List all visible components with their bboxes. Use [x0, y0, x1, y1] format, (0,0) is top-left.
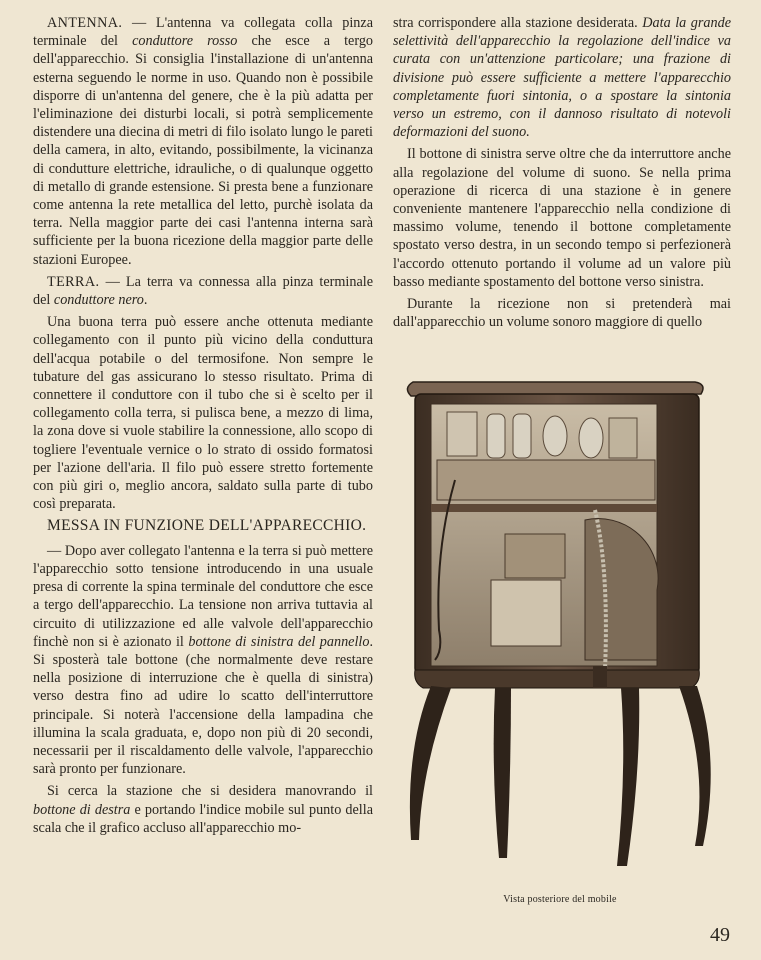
terra-text-a: — La terra va connessa alla pinza terminale del — [33, 273, 373, 309]
selectivity-paragraph — [393, 14, 731, 141]
tuning-text-b: e portando l'indice mobile sul punto della scala che il grafico accluso all'apparecchio mo- — [33, 801, 373, 836]
reception-paragraph: Durante la ricezione non si pretenderà mai dall'apparecchio un volume sonoro maggiore di quello — [393, 296, 731, 331]
setup-text-b: . Si sposterà tale bottone (che normalmente deve restare nella posizione di interruzione che è quella di sinistra) verso destra fino ad udire lo scatto dell'interruttore principale. Si noterà l'accensione della lampadina che illumina la scala graduata, e, dopo non più di 20 secondi, necessarii per il riscaldamento delle valvole, l'apparecchio sarà pronto per funzionare. — [33, 633, 373, 778]
right-column — [393, 14, 731, 331]
setup-paragraph — [33, 542, 373, 779]
page-number: 49 — [710, 924, 730, 946]
antenna-text-a: — L'antenna va collegata colla pinza terminale del — [33, 15, 373, 50]
setup-text-a: — Dopo aver collegato l'antenna e la terra si può mettere l'apparecchio sotto tensione introducendo in una usuale presa di corrente la spina terminale del conduttore che esce a tergo dell'apparecchio. La tensione non arriva tuttavia al circuito di utilizzazione ed alle valvole dell'apparecchio finchè non si è azionato il — [33, 542, 373, 650]
volume-paragraph: Il bottone di sinistra serve oltre che da interruttore anche alla regolazione del volume di suono. Se nella prima operazione di ricerca di una stazione è in genere conveniente mantenere l'apparecchio nella condizione di massimo volume, tenendo il bottone completamente spostato verso destra, in un secondo tempo si perfezionerà l'accordo ottenuto portando il volume ad un valore più basso mediante spostamento del bottone verso sinistra. — [393, 146, 731, 290]
tuning-paragraph — [33, 782, 373, 837]
tuning-text-a: Si cerca la stazione che si desidera manovrando il — [47, 783, 373, 800]
left-column — [33, 14, 373, 837]
antenna-text-b: che esce a tergo dell'apparecchio. Si consiglia l'installazione di un'antenna esterna seguendo le norme in uso. Quando non è possibile disporre di un'antenna del genere, che è la più adatta per l'eliminazione dei disturbi locali, si potrà semplicemente distendere una diecina di metri di filo isolato lungo le pareti della camera, in alto, evitando, possibilmente, la vicinanza di condutture elettriche, idrauliche, o di qualunque oggetto di metallo di grande estensione. Si presta bene a funzionare come antenna la rete metallica del letto, purchè isolata da terra. Nella maggior parte dei casi l'antenna interna sarà sufficiente per la buona ricezione della maggior parte delle stazioni Europee. — [33, 33, 374, 268]
radio-cabinet-photo — [395, 370, 725, 890]
selectivity-text: stra corrispondere alla stazione desiderata. — [393, 15, 643, 31]
antenna-heading: ANTENNA. — [47, 15, 123, 31]
terra-paragraph — [33, 273, 373, 309]
figure-caption: Vista posteriore del mobile — [503, 894, 617, 905]
ground-paragraph: Una buona terra può essere anche ottenuta mediante collegamento con il punto più vicino della conduttura dell'acqua potabile o del termosifone. Non sempre le tubature del gas assicurano lo stesso risultato. Prima di connettere il conduttore con il tubo che si è scelto per il collegamento colla terra, si pulisca bene, a mezzo di lima, la zona dove si vuole stabilire la connessione, allo scopo di togliere l'eventuale vernice o lo strato di ossido formatosi per l'azione dell'aria. Il filo può essere stretto fortemente con più giri o, meglio ancora, saldato sulla parte di tubo così preparata. — [33, 314, 373, 513]
section-heading: MESSA IN FUNZIONE DELL'APPARECCHIO. — [47, 517, 367, 535]
setup-emphasis: bottone di sinistra del pannello — [188, 633, 370, 650]
selectivity-emphasis: Data la grande selettività dell'apparecchio la regolazione dell'indice va curata con un'attenzione particolare; una frazione di divisione può essere sufficiente a mettere l'apparecchio completamente fuori sintonia, o a spostare la sintonia verso un estremo, con il dannoso risultato di notevoli deformazioni del suono. — [393, 15, 731, 141]
terra-heading: TERRA. — [47, 273, 100, 290]
antenna-emphasis: conduttore rosso — [132, 33, 238, 50]
antenna-paragraph — [33, 14, 373, 269]
terra-text-b: . — [143, 292, 148, 309]
tuning-emphasis: bottone di destra — [33, 801, 131, 818]
terra-emphasis: conduttore nero — [53, 292, 144, 309]
